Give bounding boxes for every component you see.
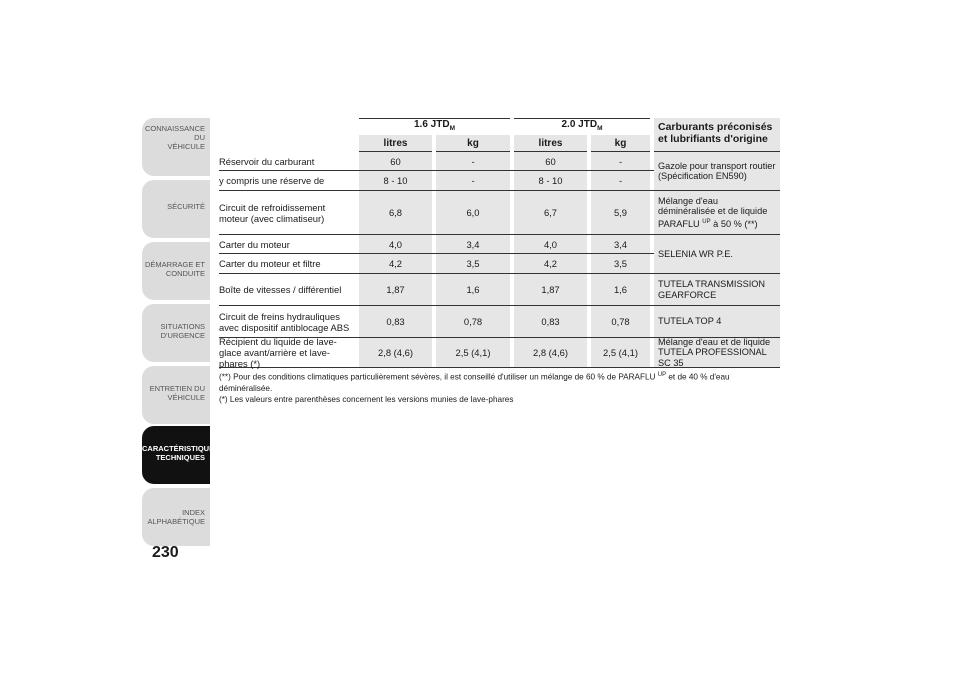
cell-value: 2,5 (4,1) — [436, 338, 510, 367]
cell-value: 3,4 — [591, 235, 650, 253]
cell-value: 4,0 — [359, 235, 432, 253]
row-label: y compris une réserve de — [219, 175, 325, 186]
product-cell — [654, 191, 780, 235]
tab-label: VÉHICULE — [167, 393, 205, 402]
cell-value: 1,87 — [514, 274, 587, 305]
cell-value: 5,9 — [591, 191, 650, 234]
cell-value: 2,5 (4,1) — [591, 338, 650, 367]
product-cell: Gazole pour transport routier (Spécification EN590) — [654, 152, 780, 191]
cell-value: 6,0 — [436, 191, 510, 234]
tab-label: DÉMARRAGE ET — [144, 260, 205, 269]
col-header-litres: litres — [359, 135, 432, 152]
cell-value: - — [436, 152, 510, 170]
cell-value: 2,8 (4,6) — [514, 338, 587, 367]
product-cell: TUTELA TRANSMISSION GEARFORCE — [654, 274, 780, 306]
col-header-kg: kg — [591, 135, 650, 152]
footnote-sup: UP — [657, 372, 667, 378]
cell-value: - — [591, 152, 650, 170]
page-number: 230 — [152, 544, 179, 561]
row-label: Circuit de freins hydrauliques avec dispositif antiblocage ABS — [219, 310, 350, 333]
tab-label: SÉCURITÉ — [167, 202, 205, 211]
cell-value: 1,87 — [359, 274, 432, 305]
cell-value: 60 — [359, 152, 432, 170]
cell-value: 0,78 — [436, 306, 510, 337]
row-label: Réservoir du carburant — [219, 155, 315, 167]
cell-value: 4,2 — [359, 254, 432, 273]
tab-label: VÉHICULE — [167, 142, 205, 151]
footnote-text: (**) Pour des conditions climatiques particulièrement sévères, il est conseillé d'utiliser un mélange de 60 % de PARAFLU — [219, 372, 656, 382]
tab-label: D'URGENCE — [160, 331, 205, 340]
product-cell: Mélange d'eau et de liquide TUTELA PROFESSIONAL SC 35 — [654, 338, 780, 368]
cell-value: 8 - 10 — [359, 171, 432, 190]
row-label: Carter du moteur et filtre — [219, 258, 321, 269]
tab-label: CONDUITE — [165, 269, 205, 278]
engine-name: 2.0 JTD — [561, 119, 598, 130]
tab-situations-d-urgence[interactable] — [142, 304, 210, 362]
col-header-kg: kg — [436, 135, 510, 152]
engine-name: 1.6 JTD — [414, 119, 450, 130]
cell-value: 0,78 — [591, 306, 650, 337]
tab-label: CONNAISSANCE DU — [144, 124, 205, 142]
product-sup: UP — [702, 218, 711, 225]
row-label: Circuit de refroidissement moteur (avec climatiseur) — [219, 201, 326, 224]
tab-caracteristiques-techniques[interactable] — [142, 426, 220, 484]
footnote-1 — [219, 370, 779, 394]
footnotes — [219, 370, 779, 405]
tab-label: ALPHABÉTIQUE — [147, 517, 205, 526]
cell-value: 8 - 10 — [514, 171, 587, 190]
engine-sub: M — [597, 125, 603, 132]
cell-value: 6,7 — [514, 191, 587, 234]
product-cell: SELENIA WR P.E. — [654, 235, 780, 274]
tab-label: SITUATIONS — [160, 322, 205, 331]
products-header: Carburants préconisés et lubrifiants d'origine — [654, 118, 780, 152]
tab-label: INDEX — [182, 508, 205, 517]
cell-value: 60 — [514, 152, 587, 170]
tab-label: TECHNIQUES — [155, 453, 205, 462]
engine-sub: M — [449, 125, 455, 132]
cell-value: 3,5 — [591, 254, 650, 273]
product-cell: TUTELA TOP 4 — [654, 306, 780, 338]
cell-value: 0,83 — [514, 306, 587, 337]
cell-value: 4,0 — [514, 235, 587, 253]
cell-value: - — [591, 171, 650, 190]
col-header-litres: litres — [514, 135, 587, 152]
footnote-2: (*) Les valeurs entre parenthèses concernent les versions munies de lave-phares — [219, 394, 514, 404]
engine-header-2 — [514, 119, 650, 132]
cell-value: 0,83 — [359, 306, 432, 337]
cell-value: 4,2 — [514, 254, 587, 273]
cell-value: 3,4 — [436, 235, 510, 253]
product-text — [658, 196, 776, 230]
tab-connaissance-du-vehicule[interactable] — [142, 118, 210, 176]
row-label: Carter du moteur — [219, 238, 290, 250]
tab-entretien-du-vehicule[interactable] — [142, 366, 210, 424]
product-text-a: Mélange d'eau déminéralisée et de liquide PARAFLU — [658, 195, 768, 229]
cell-value: 3,5 — [436, 254, 510, 273]
tab-label: CARACTÉRISTIQUES — [142, 444, 220, 453]
tab-label: ENTRETIEN DU — [149, 384, 205, 393]
tab-securite[interactable] — [142, 180, 210, 238]
tab-index-alphabetique[interactable] — [142, 488, 210, 546]
footnote-text: et de 40 % d'eau déminéralisée. — [219, 372, 730, 393]
row-label: Boîte de vitesses / différentiel — [219, 284, 342, 295]
cell-value: 1,6 — [591, 274, 650, 305]
product-text-b: à 50 % (**) — [713, 218, 758, 229]
cell-value: 6,8 — [359, 191, 432, 234]
cell-value: 1,6 — [436, 274, 510, 305]
cell-value: - — [436, 171, 510, 190]
engine-header-1 — [359, 119, 510, 132]
row-label: Récipient du liquide de lave-glace avant/arrière et lave-phares (*) — [219, 336, 337, 369]
tab-demarrage-et-conduite[interactable] — [142, 242, 210, 300]
cell-value: 2,8 (4,6) — [359, 338, 432, 367]
